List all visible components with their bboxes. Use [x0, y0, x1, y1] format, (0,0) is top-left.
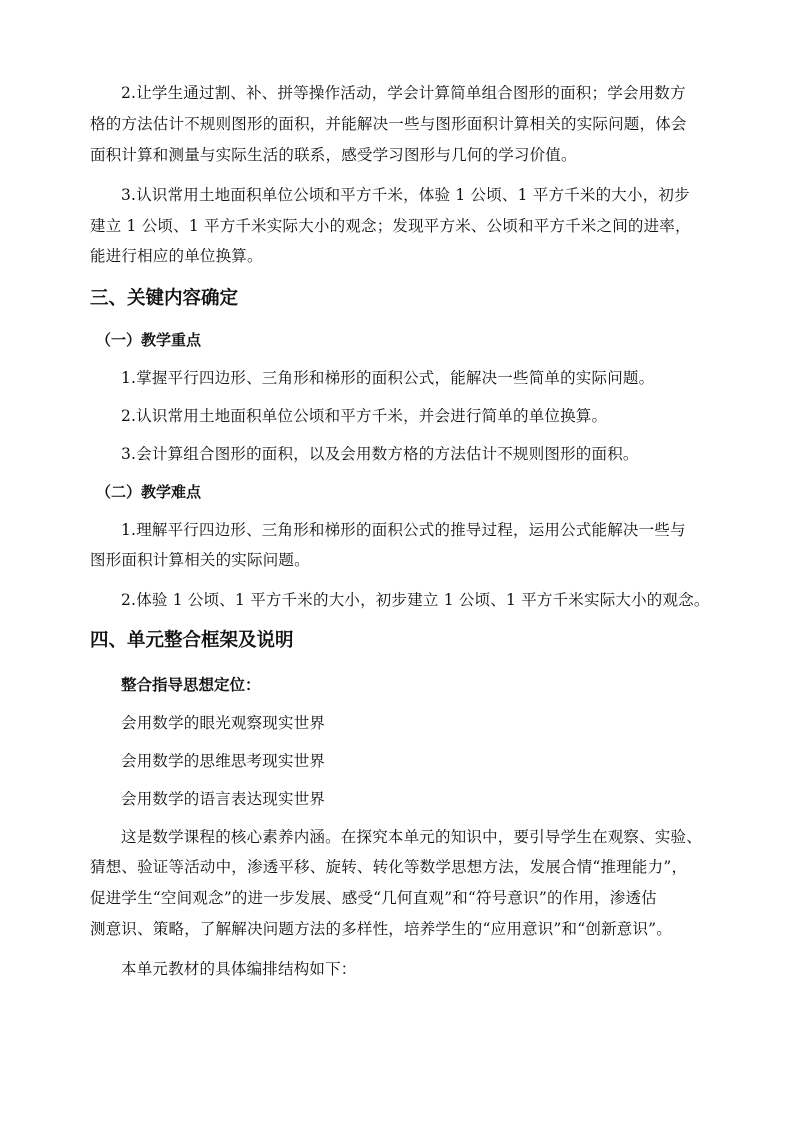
section-4-title: 四、单元整合框架及说明 [90, 630, 294, 651]
core-paragraph-line-3: 促进学生“空间观念”的进一步发展、感受“几何直观”和“符号意识”的作用，渗透估 [90, 889, 657, 907]
objective-2-line-3: 面积计算和测量与实际生活的联系，感受学习图形与几何的学习价值。 [90, 146, 577, 164]
difficulties-title: （二）教学难点 [96, 483, 202, 501]
key-point-item: 3.会计算组合图形的面积，以及会用数方格的方法估计不规则图形的面积。 [121, 445, 639, 463]
difficulty-2: 2.体验 1 公顷、1 平方千米的大小，初步建立 1 公顷、1 平方千米实际大小的观念。 [121, 591, 710, 609]
guide-item: 会用数学的眼光观察现实世界 [121, 714, 326, 732]
structure-intro: 本单元教材的具体编排结构如下： [121, 960, 357, 978]
objective-3-line-1: 3.认识常用土地面积单位公顷和平方千米，体验 1 公顷、1 平方千米的大小，初步 [121, 186, 690, 204]
objective-3-line-2: 建立 1 公顷、1 平方千米实际大小的观念；发现平方米、公顷和平方千米之间的进率， [90, 217, 691, 235]
objective-3-line-3: 能进行相应的单位换算。 [90, 247, 263, 265]
guide-item: 会用数学的思维思考现实世界 [121, 752, 326, 770]
guide-item: 会用数学的语言表达现实世界 [121, 790, 326, 808]
guide-title: 整合指导思想定位： [121, 676, 261, 694]
core-paragraph-line-1: 这是数学课程的核心素养内涵。在探究本单元的知识中，要引导学生在观察、实验、 [121, 828, 702, 846]
difficulty-1-line-2: 图形面积计算相关的实际问题。 [90, 551, 310, 569]
objective-2-line-2: 格的方法估计不规则图形的面积，并能解决一些与图形面积计算相关的实际问题，体会 [90, 115, 687, 133]
core-paragraph-line-4: 测意识、策略，了解解决问题方法的多样性，培养学生的“应用意识”和“创新意识”。 [90, 920, 672, 938]
key-points-title: （一）教学重点 [96, 331, 202, 349]
key-point-item: 1.掌握平行四边形、三角形和梯形的面积公式，能解决一些简单的实际问题。 [121, 369, 655, 387]
core-paragraph-line-2: 猜想、验证等活动中，渗透平移、旋转、转化等数学思想方法，发展合情“推理能力”， [90, 858, 688, 876]
difficulty-1-line-1: 1.理解平行四边形、三角形和梯形的面积公式的推导过程，运用公式能解决一些与 [121, 521, 686, 539]
section-3-title: 三、关键内容确定 [90, 288, 239, 309]
objective-2-line-1: 2.让学生通过割、补、拼等操作活动，学会计算简单组合图形的面积；学会用数方 [121, 84, 686, 102]
key-point-item: 2.认识常用土地面积单位公顷和平方千米，并会进行简单的单位换算。 [121, 407, 608, 425]
